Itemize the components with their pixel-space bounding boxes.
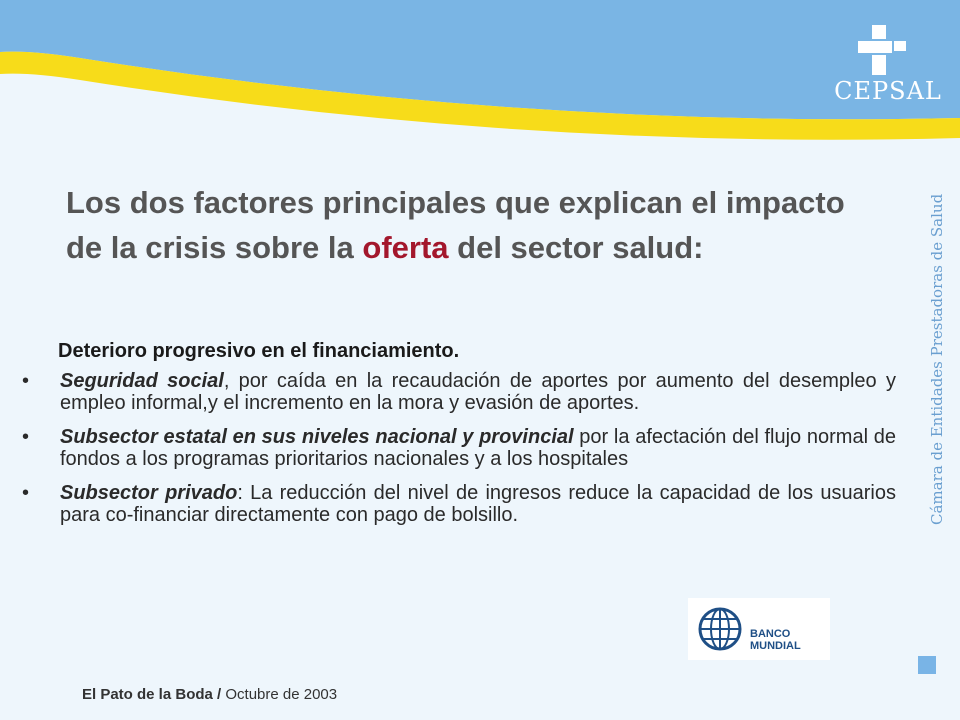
banco-mundial-name: BANCO MUNDIAL xyxy=(750,628,801,652)
bullet-text: por la afectación del flujo normal de fondos a los programas prioritarios nacionales y a los hospitales xyxy=(60,426,896,470)
bullet-bold: Seguridad social xyxy=(60,370,224,392)
bullet-text: : La reducción del nivel de ingresos reduce la capacidad de los usuarios para co-financiar directamente con pago de bolsillo. xyxy=(60,482,896,526)
bullet-bold: Subsector estatal en sus niveles nacional y provincial xyxy=(60,426,574,448)
bullet-dot: • xyxy=(22,426,30,448)
side-vertical-text: Cámara de Entidades Prestadoras de Salud xyxy=(928,193,946,525)
title-part2: del sector salud: xyxy=(448,230,704,265)
top-blue-band xyxy=(0,0,960,119)
decorative-square xyxy=(918,656,936,674)
banco-mundial-logo xyxy=(688,598,830,660)
bullet-list xyxy=(0,370,896,538)
cepsal-logo xyxy=(832,25,944,115)
title-highlight: oferta xyxy=(362,230,449,265)
title-part1: Los dos factores principales que explican el impacto de la crisis sobre la xyxy=(66,185,845,265)
footer xyxy=(82,686,337,703)
footer-bold: El Pato de la Boda / xyxy=(82,686,222,703)
footer-text: Octubre de 2003 xyxy=(221,686,338,703)
bullet-item xyxy=(0,482,896,526)
banco-mundial-globe-icon xyxy=(698,607,742,651)
cepsal-cross-icon xyxy=(858,25,914,77)
bullet-item xyxy=(0,370,896,414)
logo-name: CEPSAL xyxy=(834,77,942,105)
bullet-bold: Subsector privado xyxy=(60,482,238,504)
bullet-dot: • xyxy=(22,482,30,504)
slide-title xyxy=(66,180,866,270)
bullet-item xyxy=(0,426,896,470)
bullet-dot: • xyxy=(22,370,30,392)
bullet-text: , por caída en la recaudación de aportes por aumento del desempleo y empleo informal,y el incremento en la mora y evasión de aportes. xyxy=(60,370,896,414)
subheading: Deterioro progresivo en el financiamiento. xyxy=(58,340,460,362)
